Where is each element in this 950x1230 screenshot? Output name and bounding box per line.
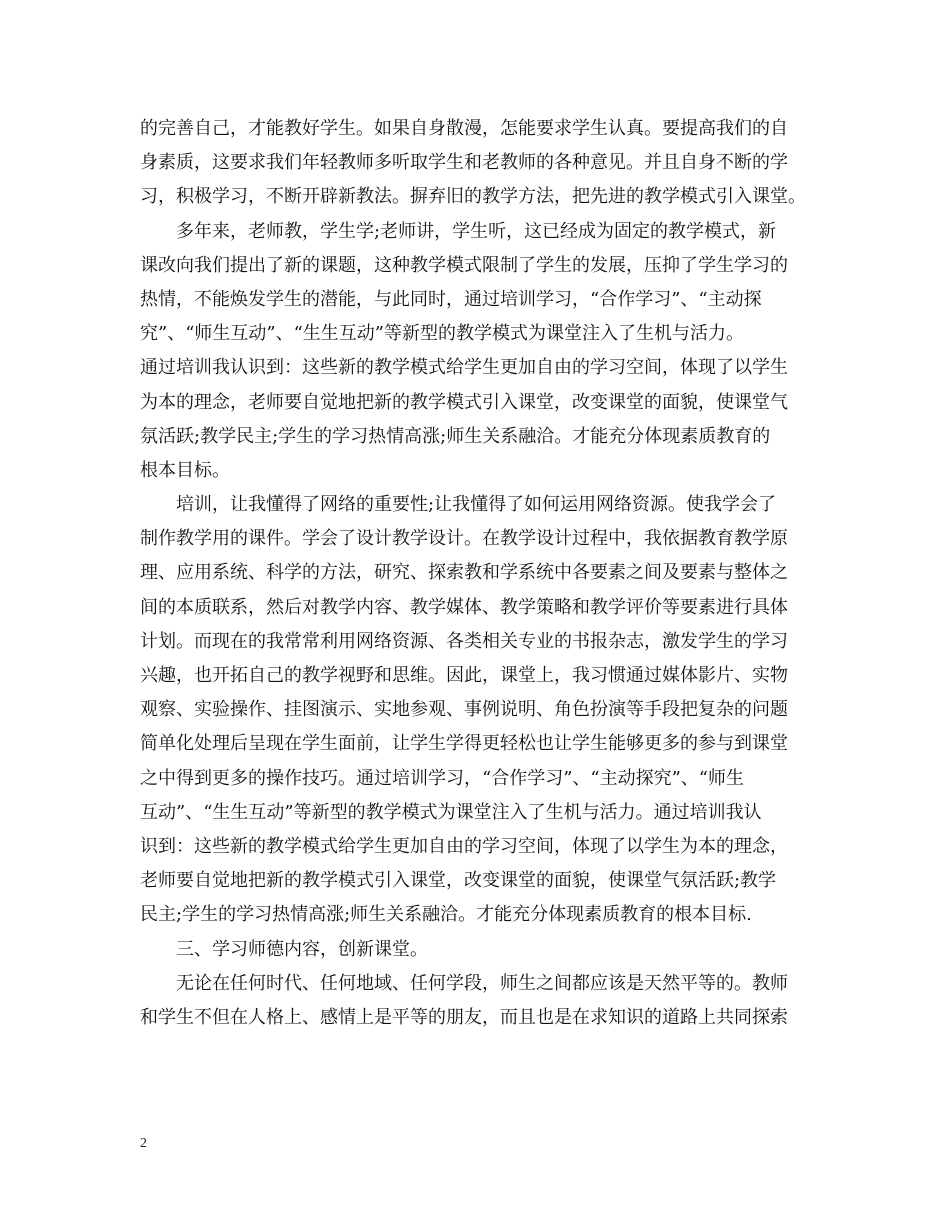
text-line: 根本目标。 <box>140 459 230 481</box>
text-line: 简单化处理后呈现在学生面前，让学生学得更轻松也让学生能够更多的参与到课堂 <box>140 733 788 755</box>
text-line: 究”、“师生互动”、“生生互动”等新型的教学模式为课堂注入了生机与活力。 <box>140 323 745 345</box>
page-number: 2 <box>140 1136 147 1151</box>
paragraph-start-line: 多年来，老师教，学生学;老师讲，学生听，这已经成为固定的教学模式，新 <box>176 220 777 242</box>
text-line: 观察、实验操作、挂图演示、实地参观、事例说明、角色扮演等手段把复杂的问题 <box>140 699 788 721</box>
text-line: 之中得到更多的操作技巧。通过培训学习，“合作学习”、“主动探究”、“师生 <box>140 767 745 789</box>
document-body <box>140 112 820 1035</box>
paragraph-start-line: 培训，让我懂得了网络的重要性;让我懂得了如何运用网络资源。使我学会了 <box>176 494 777 516</box>
text-line: 互动”、“生生互动”等新型的教学模式为课堂注入了生机与活力。通过培训我认 <box>140 801 762 823</box>
text-line: 和学生不但在人格上、感情上是平等的朋友，而且也是在求知识的道路上共同探索 <box>140 1006 788 1028</box>
text-line: 制作教学用的课件。学会了设计教学设计。在教学设计过程中，我依据教育教学原 <box>140 528 788 550</box>
text-line: 间的本质联系，然后对教学内容、教学媒体、教学策略和教学评价等要素进行具体 <box>140 596 788 618</box>
text-line: 理、应用系统、科学的方法，研究、探索教和学系统中各要素之间及要素与整体之 <box>140 562 788 584</box>
section-heading: 三、学习师德内容，创新课堂。 <box>176 938 428 960</box>
text-line: 通过培训我认识到：这些新的教学模式给学生更加自由的学习空间，体现了以学生 <box>140 357 788 379</box>
text-line: 识到：这些新的教学模式给学生更加自由的学习空间，体现了以学生为本的理念， <box>140 835 788 857</box>
text-line: 老师要自觉地把新的教学模式引入课堂，改变课堂的面貌，使课堂气氛活跃;教学 <box>140 870 777 892</box>
text-line: 热情，不能焕发学生的潜能，与此同时，通过培训学习，“合作学习”、“主动探 <box>140 288 762 310</box>
text-line: 兴趣，也开拓自己的教学视野和思维。因此，课堂上，我习惯通过媒体影片、实物 <box>140 665 788 686</box>
text-line: 课改向我们提出了新的课题，这种教学模式限制了学生的发展，压抑了学生学习的 <box>140 254 788 276</box>
text-line: 民主;学生的学习热情高涨;师生关系融洽。才能充分体现素质教育的根本目标. <box>140 904 752 926</box>
text-line: 为本的理念，老师要自觉地把新的教学模式引入课堂，改变课堂的面貌，使课堂气 <box>140 391 788 413</box>
text-line: 氛活跃;教学民主;学生的学习热情高涨;师生关系融洽。才能充分体现素质教育的 <box>140 425 771 447</box>
text-line: 的完善自己，才能教好学生。如果自身散漫，怎能要求学生认真。要提高我们的自 <box>140 118 788 139</box>
text-line: 身素质，这要求我们年轻教师多听取学生和老教师的各种意见。并且自身不断的学 <box>140 152 788 174</box>
text-line: 习，积极学习，不断开辟新教法。摒弃旧的教学方法，把先进的教学模式引入课堂。 <box>140 186 806 208</box>
paragraph-start-line: 无论在任何时代、任何地域、任何学段，师生之间都应该是天然平等的。教师 <box>176 972 788 994</box>
text-line: 计划。而现在的我常常利用网络资源、各类相关专业的书报杂志，激发学生的学习 <box>140 630 788 652</box>
